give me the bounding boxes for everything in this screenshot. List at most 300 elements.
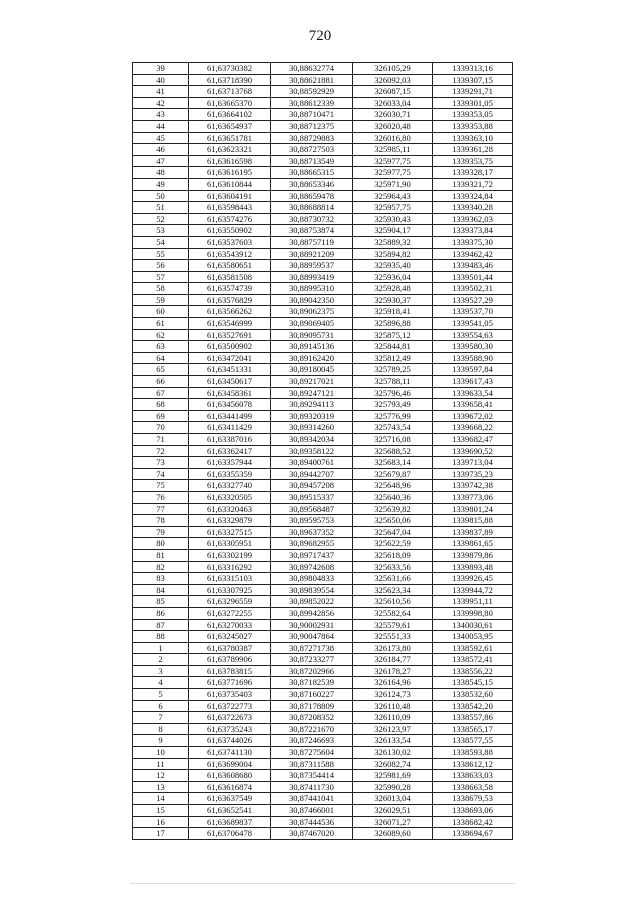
x-coordinate-cell: 325716,08 [353, 434, 433, 446]
point-number-cell: 53 [133, 225, 189, 237]
longitude-cell: 30,88730732 [271, 213, 353, 225]
point-number-cell: 12 [133, 770, 189, 782]
table-row [133, 167, 513, 179]
point-number-cell: 7 [133, 712, 189, 724]
y-coordinate-cell: 1339617,43 [433, 376, 513, 388]
latitude-cell: 61,63665370 [189, 97, 271, 109]
x-coordinate-cell: 325648,96 [353, 480, 433, 492]
latitude-cell: 61,63329879 [189, 515, 271, 527]
y-coordinate-cell: 1339301,05 [433, 97, 513, 109]
longitude-cell: 30,87202966 [271, 665, 353, 677]
latitude-cell: 61,63664102 [189, 109, 271, 121]
point-number-cell: 14 [133, 793, 189, 805]
table-row [133, 434, 513, 446]
point-number-cell: 13 [133, 781, 189, 793]
y-coordinate-cell: 1338556,22 [433, 665, 513, 677]
y-coordinate-cell: 1339362,03 [433, 213, 513, 225]
point-number-cell: 41 [133, 86, 189, 98]
point-number-cell: 81 [133, 549, 189, 561]
longitude-cell: 30,88727503 [271, 144, 353, 156]
latitude-cell: 61,63320463 [189, 503, 271, 515]
y-coordinate-cell: 1339773,06 [433, 491, 513, 503]
table-row [133, 642, 513, 654]
x-coordinate-cell: 325582,64 [353, 607, 433, 619]
longitude-cell: 30,89162420 [271, 352, 353, 364]
point-number-cell: 88 [133, 631, 189, 643]
point-number-cell: 82 [133, 561, 189, 573]
table-row [133, 549, 513, 561]
table-row [133, 735, 513, 747]
y-coordinate-cell: 1338593,88 [433, 747, 513, 759]
latitude-cell: 61,63451331 [189, 364, 271, 376]
y-coordinate-cell: 1339527,29 [433, 294, 513, 306]
longitude-cell: 30,88713549 [271, 155, 353, 167]
longitude-cell: 30,87411730 [271, 781, 353, 793]
x-coordinate-cell: 325935,40 [353, 260, 433, 272]
table-row [133, 109, 513, 121]
latitude-cell: 61,63316292 [189, 561, 271, 573]
latitude-cell: 61,63580651 [189, 260, 271, 272]
table-row [133, 457, 513, 469]
y-coordinate-cell: 1340053,95 [433, 631, 513, 643]
longitude-cell: 30,89442707 [271, 468, 353, 480]
point-number-cell: 80 [133, 538, 189, 550]
longitude-cell: 30,87354414 [271, 770, 353, 782]
latitude-cell: 61,63245027 [189, 631, 271, 643]
y-coordinate-cell: 1339324,84 [433, 190, 513, 202]
longitude-cell: 30,89400761 [271, 457, 353, 469]
y-coordinate-cell: 1338679,53 [433, 793, 513, 805]
table-row [133, 132, 513, 144]
longitude-cell: 30,87208352 [271, 712, 353, 724]
table-row [133, 341, 513, 353]
y-coordinate-cell: 1338694,67 [433, 828, 513, 840]
table-row [133, 376, 513, 388]
longitude-cell: 30,88688814 [271, 202, 353, 214]
longitude-cell: 30,89320319 [271, 410, 353, 422]
point-number-cell: 6 [133, 700, 189, 712]
latitude-cell: 61,63450617 [189, 376, 271, 388]
x-coordinate-cell: 325936,04 [353, 271, 433, 283]
y-coordinate-cell: 1340030,61 [433, 619, 513, 631]
latitude-cell: 61,63608680 [189, 770, 271, 782]
y-coordinate-cell: 1339735,23 [433, 468, 513, 480]
y-coordinate-cell: 1339313,16 [433, 63, 513, 75]
table-row [133, 155, 513, 167]
latitude-cell: 61,63722773 [189, 700, 271, 712]
latitude-cell: 61,63623321 [189, 144, 271, 156]
y-coordinate-cell: 1339321,72 [433, 178, 513, 190]
table-row [133, 619, 513, 631]
latitude-cell: 61,63722673 [189, 712, 271, 724]
y-coordinate-cell: 1339801,24 [433, 503, 513, 515]
y-coordinate-cell: 1339951,11 [433, 596, 513, 608]
x-coordinate-cell: 325650,06 [353, 515, 433, 527]
table-row [133, 225, 513, 237]
y-coordinate-cell: 1339361,28 [433, 144, 513, 156]
longitude-cell: 30,88921209 [271, 248, 353, 260]
latitude-cell: 61,63616195 [189, 167, 271, 179]
longitude-cell: 30,89804833 [271, 573, 353, 585]
table-row [133, 364, 513, 376]
longitude-cell: 30,87466001 [271, 805, 353, 817]
table-row [133, 329, 513, 341]
longitude-cell: 30,87246693 [271, 735, 353, 747]
latitude-cell: 61,63706478 [189, 828, 271, 840]
longitude-cell: 30,87221670 [271, 723, 353, 735]
table-row [133, 260, 513, 272]
table-row [133, 526, 513, 538]
y-coordinate-cell: 1339658,41 [433, 399, 513, 411]
point-number-cell: 50 [133, 190, 189, 202]
latitude-cell: 61,63616598 [189, 155, 271, 167]
latitude-cell: 61,63327515 [189, 526, 271, 538]
longitude-cell: 30,88995310 [271, 283, 353, 295]
point-number-cell: 51 [133, 202, 189, 214]
latitude-cell: 61,63574276 [189, 213, 271, 225]
latitude-cell: 61,63387016 [189, 434, 271, 446]
x-coordinate-cell: 326020,48 [353, 120, 433, 132]
x-coordinate-cell: 325623,34 [353, 584, 433, 596]
y-coordinate-cell: 1339742,38 [433, 480, 513, 492]
longitude-cell: 30,89217021 [271, 376, 353, 388]
y-coordinate-cell: 1339668,22 [433, 422, 513, 434]
y-coordinate-cell: 1339291,71 [433, 86, 513, 98]
point-number-cell: 68 [133, 399, 189, 411]
x-coordinate-cell: 326013,04 [353, 793, 433, 805]
table-row [133, 318, 513, 330]
table-row [133, 74, 513, 86]
point-number-cell: 47 [133, 155, 189, 167]
y-coordinate-cell: 1339340,28 [433, 202, 513, 214]
latitude-cell: 61,63362417 [189, 445, 271, 457]
y-coordinate-cell: 1339633,54 [433, 387, 513, 399]
point-number-cell: 11 [133, 758, 189, 770]
x-coordinate-cell: 326030,71 [353, 109, 433, 121]
point-number-cell: 76 [133, 491, 189, 503]
y-coordinate-cell: 1339501,44 [433, 271, 513, 283]
longitude-cell: 30,89042350 [271, 294, 353, 306]
x-coordinate-cell: 325743,54 [353, 422, 433, 434]
x-coordinate-cell: 326029,51 [353, 805, 433, 817]
table-row [133, 607, 513, 619]
latitude-cell: 61,63616874 [189, 781, 271, 793]
x-coordinate-cell: 325964,43 [353, 190, 433, 202]
table-row [133, 503, 513, 515]
longitude-cell: 30,88993419 [271, 271, 353, 283]
latitude-cell: 61,63713768 [189, 86, 271, 98]
point-number-cell: 55 [133, 248, 189, 260]
latitude-cell: 61,63718390 [189, 74, 271, 86]
x-coordinate-cell: 325551,33 [353, 631, 433, 643]
table-row [133, 445, 513, 457]
table-row [133, 399, 513, 411]
table-row [133, 515, 513, 527]
y-coordinate-cell: 1339682,47 [433, 434, 513, 446]
x-coordinate-cell: 326178,27 [353, 665, 433, 677]
point-number-cell: 1 [133, 642, 189, 654]
latitude-cell: 61,63581508 [189, 271, 271, 283]
y-coordinate-cell: 1339926,45 [433, 573, 513, 585]
table-row [133, 271, 513, 283]
longitude-cell: 30,89145136 [271, 341, 353, 353]
table-row [133, 468, 513, 480]
point-number-cell: 54 [133, 236, 189, 248]
table-row [133, 747, 513, 759]
longitude-cell: 30,87444536 [271, 816, 353, 828]
y-coordinate-cell: 1339861,65 [433, 538, 513, 550]
longitude-cell: 30,89314260 [271, 422, 353, 434]
x-coordinate-cell: 325981,69 [353, 770, 433, 782]
point-number-cell: 78 [133, 515, 189, 527]
point-number-cell: 15 [133, 805, 189, 817]
point-number-cell: 43 [133, 109, 189, 121]
y-coordinate-cell: 1339944,72 [433, 584, 513, 596]
point-number-cell: 42 [133, 97, 189, 109]
point-number-cell: 72 [133, 445, 189, 457]
table-row [133, 213, 513, 225]
longitude-cell: 30,89457208 [271, 480, 353, 492]
page-number: 720 [308, 28, 332, 44]
y-coordinate-cell: 1339328,17 [433, 167, 513, 179]
latitude-cell: 61,63789906 [189, 654, 271, 666]
x-coordinate-cell: 325631,66 [353, 573, 433, 585]
x-coordinate-cell: 325618,09 [353, 549, 433, 561]
point-number-cell: 86 [133, 607, 189, 619]
y-coordinate-cell: 1339893,48 [433, 561, 513, 573]
x-coordinate-cell: 326173,80 [353, 642, 433, 654]
table-row [133, 480, 513, 492]
table-row [133, 596, 513, 608]
table-row [133, 294, 513, 306]
point-number-cell: 61 [133, 318, 189, 330]
point-number-cell: 3 [133, 665, 189, 677]
longitude-cell: 30,87233277 [271, 654, 353, 666]
point-number-cell: 74 [133, 468, 189, 480]
y-coordinate-cell: 1338532,60 [433, 689, 513, 701]
longitude-cell: 30,90002931 [271, 619, 353, 631]
y-coordinate-cell: 1339541,05 [433, 318, 513, 330]
longitude-cell: 30,89839554 [271, 584, 353, 596]
y-coordinate-cell: 1339815,88 [433, 515, 513, 527]
x-coordinate-cell: 325977,75 [353, 155, 433, 167]
longitude-cell: 30,89062375 [271, 306, 353, 318]
point-number-cell: 83 [133, 573, 189, 585]
y-coordinate-cell: 1339672,02 [433, 410, 513, 422]
coordinates-table [132, 62, 513, 840]
coordinates-table-body [133, 63, 513, 840]
table-row [133, 573, 513, 585]
latitude-cell: 61,63270033 [189, 619, 271, 631]
x-coordinate-cell: 325844,81 [353, 341, 433, 353]
x-coordinate-cell: 325793,49 [353, 399, 433, 411]
latitude-cell: 61,63780387 [189, 642, 271, 654]
longitude-cell: 30,87275604 [271, 747, 353, 759]
x-coordinate-cell: 326071,27 [353, 816, 433, 828]
x-coordinate-cell: 325904,17 [353, 225, 433, 237]
latitude-cell: 61,63357944 [189, 457, 271, 469]
table-row [133, 723, 513, 735]
latitude-cell: 61,63654937 [189, 120, 271, 132]
y-coordinate-cell: 1339554,63 [433, 329, 513, 341]
y-coordinate-cell: 1339353,05 [433, 109, 513, 121]
y-coordinate-cell: 1339307,15 [433, 74, 513, 86]
point-number-cell: 39 [133, 63, 189, 75]
point-number-cell: 87 [133, 619, 189, 631]
x-coordinate-cell: 326133,54 [353, 735, 433, 747]
longitude-cell: 30,88710471 [271, 109, 353, 121]
table-row [133, 758, 513, 770]
point-number-cell: 77 [133, 503, 189, 515]
latitude-cell: 61,63744026 [189, 735, 271, 747]
y-coordinate-cell: 1339837,89 [433, 526, 513, 538]
table-row [133, 700, 513, 712]
longitude-cell: 30,88632774 [271, 63, 353, 75]
x-coordinate-cell: 325985,11 [353, 144, 433, 156]
table-row [133, 306, 513, 318]
x-coordinate-cell: 325579,61 [353, 619, 433, 631]
point-number-cell: 79 [133, 526, 189, 538]
latitude-cell: 61,63598443 [189, 202, 271, 214]
x-coordinate-cell: 326110,09 [353, 712, 433, 724]
x-coordinate-cell: 326184,77 [353, 654, 433, 666]
y-coordinate-cell: 1338633,03 [433, 770, 513, 782]
point-number-cell: 49 [133, 178, 189, 190]
latitude-cell: 61,63456078 [189, 399, 271, 411]
longitude-cell: 30,89568487 [271, 503, 353, 515]
longitude-cell: 30,87467020 [271, 828, 353, 840]
x-coordinate-cell: 325776,99 [353, 410, 433, 422]
y-coordinate-cell: 1338682,42 [433, 816, 513, 828]
latitude-cell: 61,63652541 [189, 805, 271, 817]
point-number-cell: 17 [133, 828, 189, 840]
longitude-cell: 30,89342034 [271, 434, 353, 446]
point-number-cell: 48 [133, 167, 189, 179]
longitude-cell: 30,89637352 [271, 526, 353, 538]
table-row [133, 538, 513, 550]
point-number-cell: 8 [133, 723, 189, 735]
latitude-cell: 61,63441499 [189, 410, 271, 422]
latitude-cell: 61,63576829 [189, 294, 271, 306]
x-coordinate-cell: 325683,14 [353, 457, 433, 469]
latitude-cell: 61,63355359 [189, 468, 271, 480]
y-coordinate-cell: 1339588,90 [433, 352, 513, 364]
table-row [133, 677, 513, 689]
point-number-cell: 10 [133, 747, 189, 759]
latitude-cell: 61,63546999 [189, 318, 271, 330]
x-coordinate-cell: 325639,82 [353, 503, 433, 515]
latitude-cell: 61,63783815 [189, 665, 271, 677]
longitude-cell: 30,87178809 [271, 700, 353, 712]
x-coordinate-cell: 325679,87 [353, 468, 433, 480]
point-number-cell: 9 [133, 735, 189, 747]
longitude-cell: 30,89942856 [271, 607, 353, 619]
longitude-cell: 30,88665315 [271, 167, 353, 179]
x-coordinate-cell: 326016,80 [353, 132, 433, 144]
x-coordinate-cell: 325928,48 [353, 283, 433, 295]
x-coordinate-cell: 326089,60 [353, 828, 433, 840]
y-coordinate-cell: 1339353,88 [433, 120, 513, 132]
latitude-cell: 61,63651781 [189, 132, 271, 144]
latitude-cell: 61,63741130 [189, 747, 271, 759]
table-row [133, 190, 513, 202]
y-coordinate-cell: 1339537,70 [433, 306, 513, 318]
longitude-cell: 30,89358122 [271, 445, 353, 457]
point-number-cell: 70 [133, 422, 189, 434]
table-row [133, 491, 513, 503]
table-row [133, 828, 513, 840]
table-row [133, 97, 513, 109]
table-row [133, 387, 513, 399]
y-coordinate-cell: 1338542,20 [433, 700, 513, 712]
longitude-cell: 30,88959537 [271, 260, 353, 272]
x-coordinate-cell: 325990,28 [353, 781, 433, 793]
latitude-cell: 61,63735243 [189, 723, 271, 735]
latitude-cell: 61,63574739 [189, 283, 271, 295]
longitude-cell: 30,90047864 [271, 631, 353, 643]
table-row [133, 63, 513, 75]
x-coordinate-cell: 325889,32 [353, 236, 433, 248]
y-coordinate-cell: 1338565,17 [433, 723, 513, 735]
latitude-cell: 61,63296559 [189, 596, 271, 608]
table-row [133, 805, 513, 817]
x-coordinate-cell: 325957,75 [353, 202, 433, 214]
point-number-cell: 59 [133, 294, 189, 306]
y-coordinate-cell: 1339502,31 [433, 283, 513, 295]
longitude-cell: 30,87160227 [271, 689, 353, 701]
latitude-cell: 61,63689837 [189, 816, 271, 828]
latitude-cell: 61,63527691 [189, 329, 271, 341]
longitude-cell: 30,89682955 [271, 538, 353, 550]
longitude-cell: 30,88753874 [271, 225, 353, 237]
x-coordinate-cell: 325647,04 [353, 526, 433, 538]
latitude-cell: 61,63272255 [189, 607, 271, 619]
latitude-cell: 61,63320505 [189, 491, 271, 503]
point-number-cell: 52 [133, 213, 189, 225]
table-row [133, 770, 513, 782]
point-number-cell: 84 [133, 584, 189, 596]
y-coordinate-cell: 1339353,75 [433, 155, 513, 167]
x-coordinate-cell: 325812,49 [353, 352, 433, 364]
x-coordinate-cell: 325875,12 [353, 329, 433, 341]
latitude-cell: 61,63500902 [189, 341, 271, 353]
y-coordinate-cell: 1339998,80 [433, 607, 513, 619]
table-row [133, 144, 513, 156]
longitude-cell: 30,87271738 [271, 642, 353, 654]
point-number-cell: 65 [133, 364, 189, 376]
x-coordinate-cell: 326087,15 [353, 86, 433, 98]
y-coordinate-cell: 1339363,10 [433, 132, 513, 144]
point-number-cell: 40 [133, 74, 189, 86]
point-number-cell: 5 [133, 689, 189, 701]
x-coordinate-cell: 326033,04 [353, 97, 433, 109]
x-coordinate-cell: 326110,48 [353, 700, 433, 712]
point-number-cell: 2 [133, 654, 189, 666]
y-coordinate-cell: 1339375,30 [433, 236, 513, 248]
longitude-cell: 30,88621881 [271, 74, 353, 86]
y-coordinate-cell: 1338545,15 [433, 677, 513, 689]
table-row [133, 352, 513, 364]
y-coordinate-cell: 1339580,30 [433, 341, 513, 353]
table-row [133, 283, 513, 295]
latitude-cell: 61,63543912 [189, 248, 271, 260]
latitude-cell: 61,63307925 [189, 584, 271, 596]
longitude-cell: 30,89515337 [271, 491, 353, 503]
latitude-cell: 61,63411429 [189, 422, 271, 434]
longitude-cell: 30,88592929 [271, 86, 353, 98]
longitude-cell: 30,87311588 [271, 758, 353, 770]
point-number-cell: 16 [133, 816, 189, 828]
